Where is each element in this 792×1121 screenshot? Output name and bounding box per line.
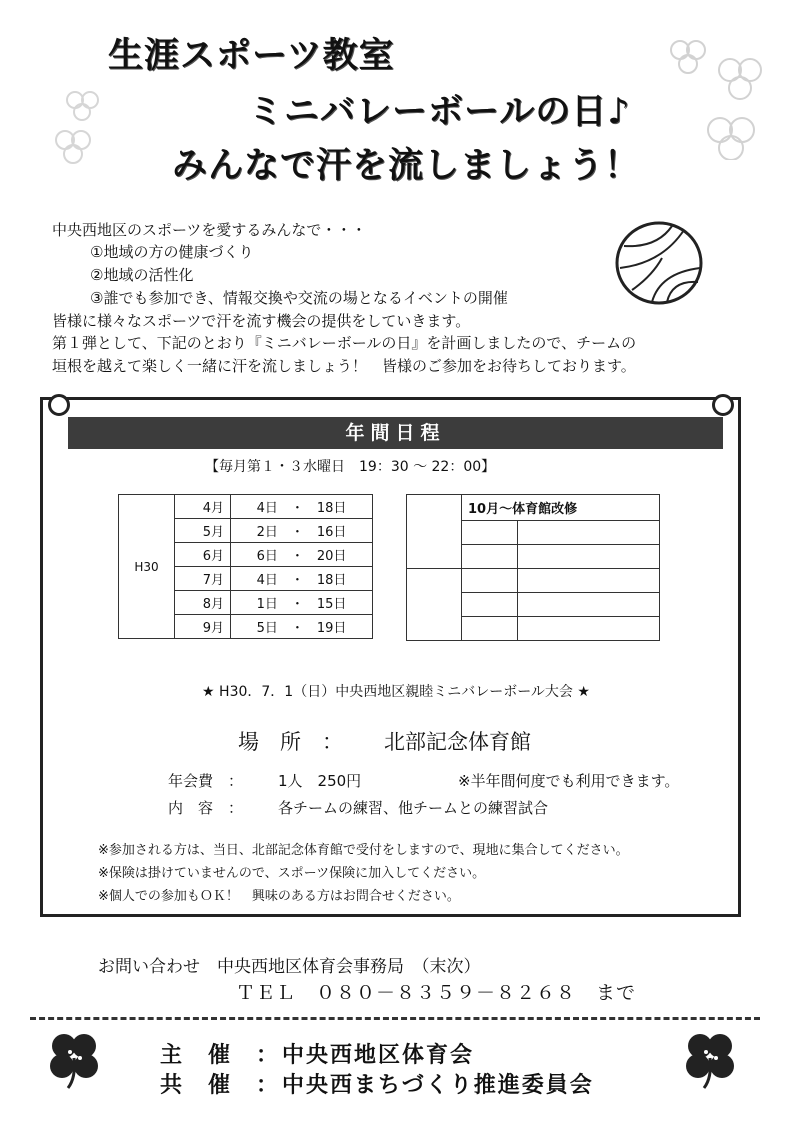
month-cell: 6月	[175, 543, 231, 567]
dates-cell: 1日 ・ 15日	[231, 591, 373, 615]
content-value: 各チームの練習、他チームとの練習試合	[278, 799, 549, 817]
note-line: ※参加される方は、当日、北部記念体育館で受付をしますので、現地に集合してください。	[98, 843, 629, 858]
dates-cell: 6日 ・ 20日	[231, 543, 373, 567]
month-cell: 8月	[175, 591, 231, 615]
cohost-value: 中央西まちづくり推進委員会	[282, 1073, 594, 1098]
clover-icon	[40, 1028, 110, 1090]
host-value: 中央西地区体育会	[282, 1043, 475, 1068]
fee-value: 1人 250円	[278, 772, 362, 790]
table-row	[407, 569, 660, 593]
title-line-3: みんなで汗を流しましょう！	[172, 146, 641, 186]
frame-ring-right	[712, 394, 734, 416]
cohost-label: 共 催 ：	[160, 1073, 281, 1098]
dates-cell: 4日 ・ 18日	[231, 495, 373, 519]
venue-label: 場 所 ：	[238, 730, 343, 754]
month-cell: 9月	[175, 615, 231, 639]
divider	[30, 1017, 760, 1020]
fee-note: ※半年間何度でも利用できます。	[458, 772, 680, 790]
venue-value: 北部記念体育館	[384, 730, 531, 754]
host-label: 主 催 ：	[160, 1043, 281, 1068]
intro-line: ①地域の方の健康づくり	[90, 243, 254, 261]
fee-label: 年会費 ：	[168, 772, 244, 790]
dates-cell: 2日 ・ 16日	[231, 519, 373, 543]
dates-cell: 5日 ・ 19日	[231, 615, 373, 639]
title-line-1: 生涯スポーツ教室	[108, 36, 395, 76]
year-cell: H30	[119, 495, 175, 639]
flower-icon	[45, 80, 125, 180]
table-row	[119, 495, 373, 519]
gym-renovation-note: 10月～体育館改修	[462, 495, 660, 521]
event-announcement: ★ H30．7．1（日）中央西地区親睦ミニバレーボール大会 ★	[202, 684, 590, 700]
schedule-subheading: 【毎月第１・３水曜日 19：30 ～ 22：00】	[205, 459, 496, 475]
title-line-2: ミニバレーボールの日♪	[248, 92, 631, 132]
table-row	[407, 495, 660, 521]
intro-line: 皆様に様々なスポーツで汗を流す機会の提供をしていきます。	[52, 312, 471, 330]
schedule-heading: 年間日程	[68, 417, 723, 449]
intro-line: 第１弾として、下記のとおり『ミニバレーボールの日』を計画しましたので、チームの	[52, 334, 637, 352]
month-cell: 7月	[175, 567, 231, 591]
contact-phone: ＴＥＬ ０８０－８３５９－８２６８ まで	[236, 982, 637, 1004]
intro-line: 中央西地区のスポーツを愛するみんなで・・・	[52, 221, 367, 239]
month-cell: 5月	[175, 519, 231, 543]
note-line: ※保険は掛けていませんので、スポーツ保険に加入してください。	[98, 866, 486, 881]
note-line: ※個人での参加もＯＫ！ 興味のある方はお問合せください。	[98, 889, 460, 904]
content-label: 内 容 ：	[168, 799, 244, 817]
clover-icon	[676, 1028, 746, 1090]
intro-line: 垣根を越えて楽しく一緒に汗を流しましょう！ 皆様のご参加をお待ちしております。	[52, 357, 636, 375]
month-cell: 4月	[175, 495, 231, 519]
volleyball-icon	[612, 218, 706, 308]
flower-icon	[660, 30, 770, 160]
dates-cell: 4日 ・ 18日	[231, 567, 373, 591]
intro-line: ③誰でも参加でき、情報交換や交流の場となるイベントの開催	[90, 289, 508, 307]
contact-line: お問い合わせ 中央西地区体育会事務局 （末次）	[98, 957, 481, 977]
future-schedule-table	[406, 494, 660, 641]
frame-ring-left	[48, 394, 70, 416]
intro-line: ②地域の活性化	[90, 266, 194, 284]
schedule-table	[118, 494, 373, 639]
